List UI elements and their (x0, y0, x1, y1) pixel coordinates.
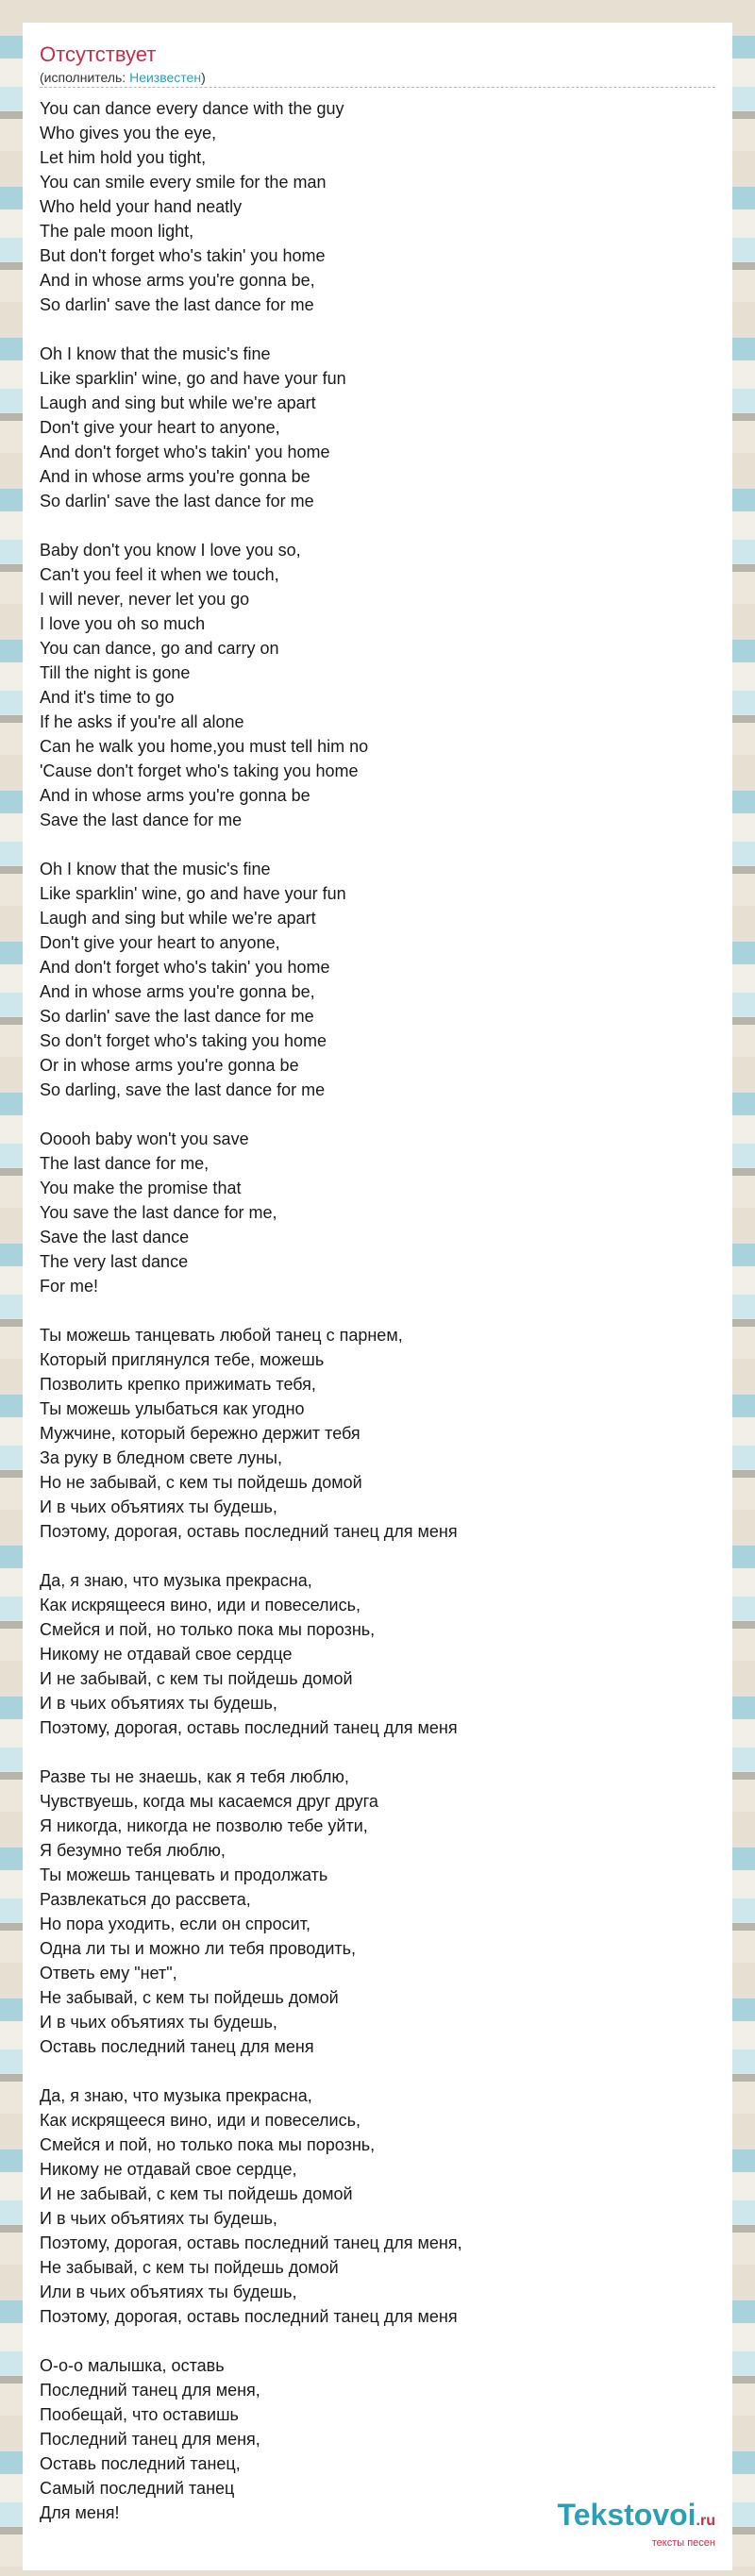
lyric-line: So darlin' save the last dance for me (40, 492, 314, 510)
lyric-line: Позволить крепко прижимать тебя, (40, 1375, 316, 1394)
lyric-line: Как искрящееся вино, иди и повеселись, (40, 1596, 361, 1614)
page-title: Отсутствует (40, 42, 157, 66)
artist-link[interactable]: Неизвестен (129, 70, 202, 85)
page-header (40, 42, 715, 86)
lyric-line: Никому не отдавай свое сердце, (40, 2160, 297, 2179)
logo-wordmark (558, 2499, 715, 2537)
lyric-line: Для меня! (40, 2503, 120, 2522)
lyrics-stanza (40, 538, 715, 832)
lyric-line: The very last dance (40, 1252, 189, 1271)
lyrics-stanza (40, 96, 715, 317)
lyrics-stanza (40, 1568, 715, 1740)
lyric-line: Laugh and sing but while we're apart (40, 393, 316, 412)
lyrics-body (40, 96, 715, 2550)
lyric-line: И в чьих объятиях ты будешь, (40, 1497, 277, 1516)
lyric-line: Да, я знаю, что музыка прекрасна, (40, 1571, 312, 1590)
lyric-line: Не забывай, с кем ты пойдешь домой (40, 2258, 339, 2277)
lyric-line: And don't forget who's takin' you home (40, 958, 330, 977)
lyric-line: Последний танец для меня, (40, 2381, 260, 2400)
lyric-line: You make the promise that (40, 1179, 242, 1197)
lyric-line: Мужчине, который бережно держит тебя (40, 1424, 361, 1443)
lyric-line: So darlin' save the last dance for me (40, 1007, 314, 1026)
lyric-line: So don't forget who's taking you home (40, 1031, 327, 1050)
lyric-line: And in whose arms you're gonna be (40, 786, 310, 805)
lyric-line: И не забывай, с кем ты пойдешь домой (40, 1669, 353, 1688)
lyric-line: Поэтому, дорогая, оставь последний танец для меня (40, 2307, 458, 2326)
lyric-line: Who gives you the eye, (40, 124, 217, 142)
lyric-line: So darlin' save the last dance for me (40, 295, 314, 314)
lyrics-stanza (40, 1127, 715, 1298)
lyric-line: И в чьих объятиях ты будешь, (40, 2013, 277, 2032)
lyric-line: Но пора уходить, если он спросит, (40, 1915, 310, 1933)
logo-tld: .ru (696, 2513, 715, 2529)
lyric-line: You can smile every smile for the man (40, 173, 327, 192)
artist-suffix: ) (201, 70, 206, 85)
lyric-line: Оставь последний танец для меня (40, 2037, 314, 2056)
lyric-line: О-о-о малышка, оставь (40, 2356, 225, 2375)
lyric-line: Да, я знаю, что музыка прекрасна, (40, 2086, 312, 2105)
lyric-line: Пообещай, что оставишь (40, 2405, 239, 2424)
lyric-line: Save the last dance (40, 1228, 190, 1246)
lyric-line: You save the last dance for me, (40, 1203, 277, 1222)
logo-tagline: тексты песен (651, 2537, 715, 2549)
lyric-line: Or in whose arms you're gonna be (40, 1056, 299, 1075)
header-divider (40, 87, 715, 88)
lyric-line: Я безумно тебя люблю, (40, 1841, 226, 1860)
artist-prefix: (исполнитель: (40, 70, 130, 85)
lyric-line: And in whose arms you're gonna be, (40, 271, 315, 290)
lyric-line: I love you oh so much (40, 614, 206, 633)
lyric-line: Никому не отдавай свое сердце (40, 1645, 293, 1664)
lyric-line: Don't give your heart to anyone, (40, 933, 280, 952)
lyrics-stanza (40, 1765, 715, 2059)
lyric-line: Don't give your heart to anyone, (40, 418, 280, 437)
lyric-line: И не забывай, с кем ты пойдешь домой (40, 2184, 353, 2203)
lyric-line: Laugh and sing but while we're apart (40, 909, 316, 928)
lyric-line: Но не забывай, с кем ты пойдешь домой (40, 1473, 362, 1492)
lyric-line: Смейся и пой, но только пока мы порознь, (40, 2135, 376, 2154)
lyric-line: Can't you feel it when we touch, (40, 565, 279, 584)
lyric-line: Который приглянулся тебе, можешь (40, 1350, 325, 1369)
lyric-line: Baby don't you know I love you so, (40, 541, 301, 560)
lyric-line: Ты можешь улыбаться как угодно (40, 1399, 305, 1418)
lyric-line: Я никогда, никогда не позволю тебе уйти, (40, 1816, 368, 1835)
lyric-line: And in whose arms you're gonna be (40, 467, 310, 486)
lyric-line: Ты можешь танцевать и продолжать (40, 1865, 328, 1884)
lyric-line: Развлекаться до рассвета, (40, 1890, 251, 1909)
lyric-line: Смейся и пой, но только пока мы порознь, (40, 1620, 376, 1639)
lyric-line: Ты можешь танцевать любой танец с парнем, (40, 1326, 403, 1345)
lyric-line: The last dance for me, (40, 1154, 210, 1173)
lyric-line: Save the last dance for me (40, 811, 243, 829)
lyric-line: And in whose arms you're gonna be, (40, 982, 315, 1001)
lyric-line: So darling, save the last dance for me (40, 1080, 326, 1099)
lyric-line: And don't forget who's takin' you home (40, 443, 330, 461)
lyric-line: Oh I know that the music's fine (40, 344, 271, 363)
lyric-line: Не забывай, с кем ты пойдешь домой (40, 1988, 339, 2007)
lyric-line: Oh I know that the music's fine (40, 860, 271, 878)
lyric-line: За руку в бледном свете луны, (40, 1448, 282, 1467)
lyric-line: Поэтому, дорогая, оставь последний танец для меня (40, 1522, 458, 1541)
logo-name: Tekstovoi (557, 2498, 696, 2532)
lyric-line: Ответь ему "нет", (40, 1964, 177, 1982)
lyric-line: Can he walk you home,you must tell him no (40, 737, 369, 756)
lyric-line: Like sparklin' wine, go and have your fun (40, 884, 346, 903)
lyric-line: Let him hold you tight, (40, 148, 207, 167)
lyric-line: Самый последний танец (40, 2479, 235, 2498)
lyric-line: Поэтому, дорогая, оставь последний танец для меня, (40, 2233, 462, 2252)
lyrics-stanza (40, 342, 715, 513)
lyric-line: Одна ли ты и можно ли тебя проводить, (40, 1939, 357, 1958)
artist-line (40, 69, 715, 86)
lyric-line: Или в чьих объятиях ты будешь, (40, 2283, 297, 2301)
lyrics-card (23, 23, 732, 2570)
lyric-line: Оставь последний танец, (40, 2454, 241, 2473)
lyrics-stanza (40, 1323, 715, 1544)
lyric-line: Разве ты не знаешь, как я тебя люблю, (40, 1767, 349, 1786)
lyric-line: If he asks if you're all alone (40, 712, 244, 731)
lyric-line: Till the night is gone (40, 663, 191, 682)
lyric-line: И в чьих объятиях ты будешь, (40, 2209, 277, 2228)
lyric-line: Ooooh baby won't you save (40, 1129, 249, 1148)
lyric-line: I will never, never let you go (40, 590, 250, 609)
lyric-line: And it's time to go (40, 688, 175, 707)
lyric-line: И в чьих объятиях ты будешь, (40, 1694, 277, 1713)
lyric-line: Who held your hand neatly (40, 197, 243, 216)
lyric-line: For me! (40, 1277, 99, 1296)
lyric-line: Поэтому, дорогая, оставь последний танец для меня (40, 1718, 458, 1737)
lyric-line: Like sparklin' wine, go and have your fun (40, 369, 346, 388)
lyric-line: You can dance every dance with the guy (40, 99, 344, 118)
lyric-line: Как искрящееся вино, иди и повеселись, (40, 2111, 361, 2130)
lyric-line: 'Cause don't forget who's taking you home (40, 761, 359, 780)
site-logo[interactable] (558, 2499, 715, 2549)
lyrics-stanza (40, 2083, 715, 2329)
lyrics-stanza (40, 857, 715, 1102)
lyric-line: The pale moon light, (40, 222, 194, 241)
lyric-line: But don't forget who's takin' you home (40, 246, 326, 265)
lyric-line: You can dance, go and carry on (40, 639, 279, 658)
lyric-line: Чувствуешь, когда мы касаемся друг друга (40, 1792, 378, 1811)
lyric-line: Последний танец для меня, (40, 2430, 260, 2449)
